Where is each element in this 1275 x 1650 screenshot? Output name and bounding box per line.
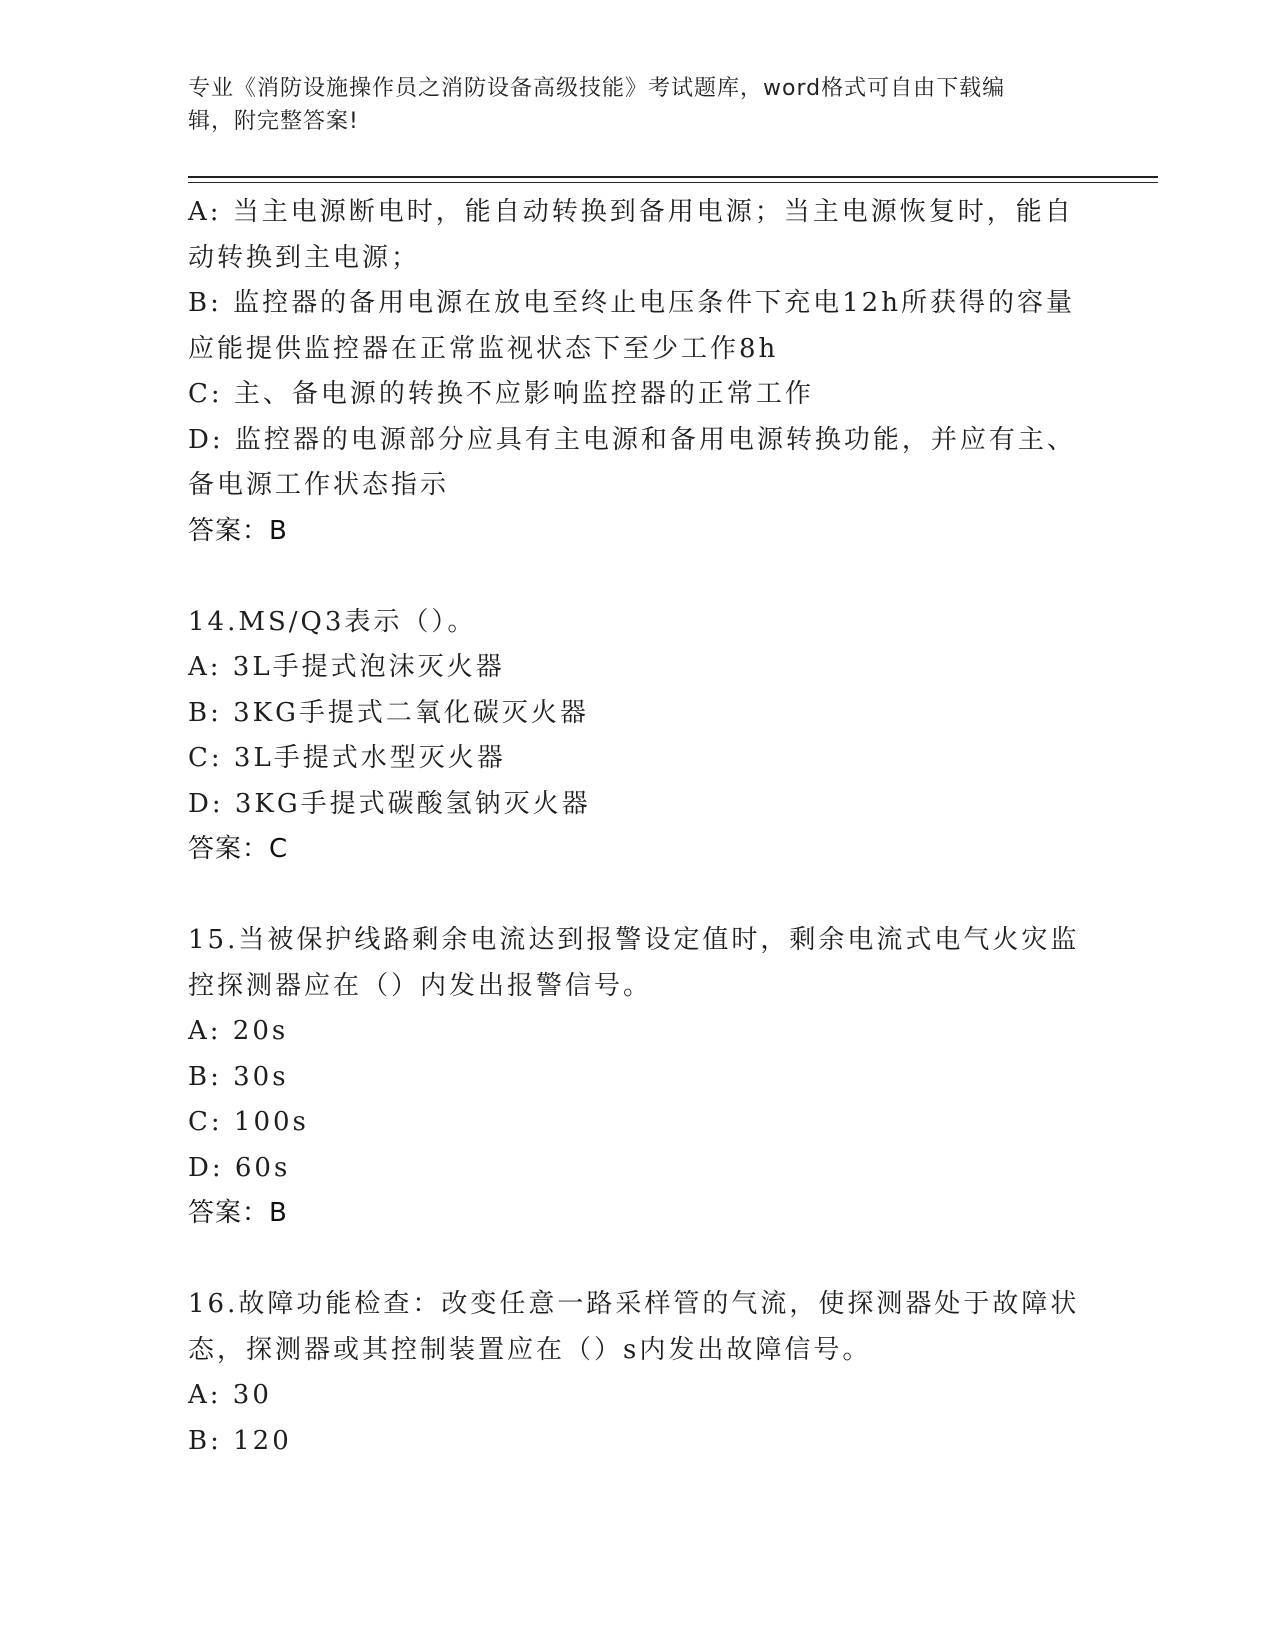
q13-option-b-line-2: 应能提供监控器在正常监视状态下至少工作8h <box>188 333 779 364</box>
q15-question-line-2: 控探测器应在（）内发出报警信号。 <box>188 970 653 1001</box>
q14-option-b: B: 3KG手提式二氧化碳灭火器 <box>188 697 589 728</box>
q15-answer: 答案：B <box>188 1198 288 1228</box>
q13-option-d-line-2: 备电源工作状态指示 <box>188 470 450 500</box>
q16-question-line-2: 态，探测器或其控制装置应在（）s内发出故障信号。 <box>188 1334 872 1365</box>
spacer <box>188 554 1088 600</box>
q16-question-line-1: 16.故障功能检查：改变任意一路采样管的气流，使探测器处于故障状 <box>188 1289 1080 1319</box>
q15-option-d: D: 60s <box>188 1152 291 1183</box>
question-13 <box>188 190 1088 554</box>
q16-option-b: B: 120 <box>188 1425 292 1456</box>
q13-option-d-line-1: D: 监控器的电源部分应具有主电源和备用电源转换功能，并应有主、 <box>188 424 1076 455</box>
q15-option-a: A: 20s <box>188 1016 289 1046</box>
q13-option-b-line-1: B: 监控器的备用电源在放电至终止电压条件下充电12h所获得的容量 <box>188 288 1075 318</box>
q14-option-d: D: 3KG手提式碳酸氢钠灭火器 <box>188 788 591 819</box>
header-line-2: 辑，附完整答案! <box>188 109 359 134</box>
spacer <box>188 873 1088 919</box>
q13-option-c: C: 主、备电源的转换不应影响监控器的正常工作 <box>188 379 814 409</box>
question-list <box>188 190 1088 1464</box>
document-header <box>188 72 1068 138</box>
question-15 <box>188 918 1088 1237</box>
q14-option-a: A: 3L手提式泡沫灭火器 <box>188 652 505 682</box>
q14-option-c: C: 3L手提式水型灭火器 <box>188 743 506 773</box>
question-14 <box>188 600 1088 873</box>
spacer <box>188 1237 1088 1283</box>
q15-option-b: B: 30s <box>188 1061 289 1092</box>
q16-option-a: A: 30 <box>188 1380 272 1410</box>
q14-answer: 答案：C <box>188 834 289 864</box>
q13-option-a-line-2: 动转换到主电源； <box>188 242 421 273</box>
q13-answer: 答案：B <box>188 515 288 546</box>
header-divider-thick <box>188 176 1158 178</box>
question-16 <box>188 1282 1088 1464</box>
header-line-1: 专业《消防设施操作员之消防设备高级技能》考试题库，word格式可自由下载编 <box>188 76 1006 101</box>
q15-option-c: C: 100s <box>188 1107 309 1137</box>
q15-question-line-1: 15.当被保护线路剩余电流达到报警设定值时，剩余电流式电气火灾监 <box>188 925 1080 955</box>
q14-question: 14.MS/Q3表示（）。 <box>188 606 477 637</box>
header-divider-thin <box>188 182 1158 183</box>
q13-option-a-line-1: A: 当主电源断电时，能自动转换到备用电源；当主电源恢复时，能自 <box>188 197 1074 227</box>
